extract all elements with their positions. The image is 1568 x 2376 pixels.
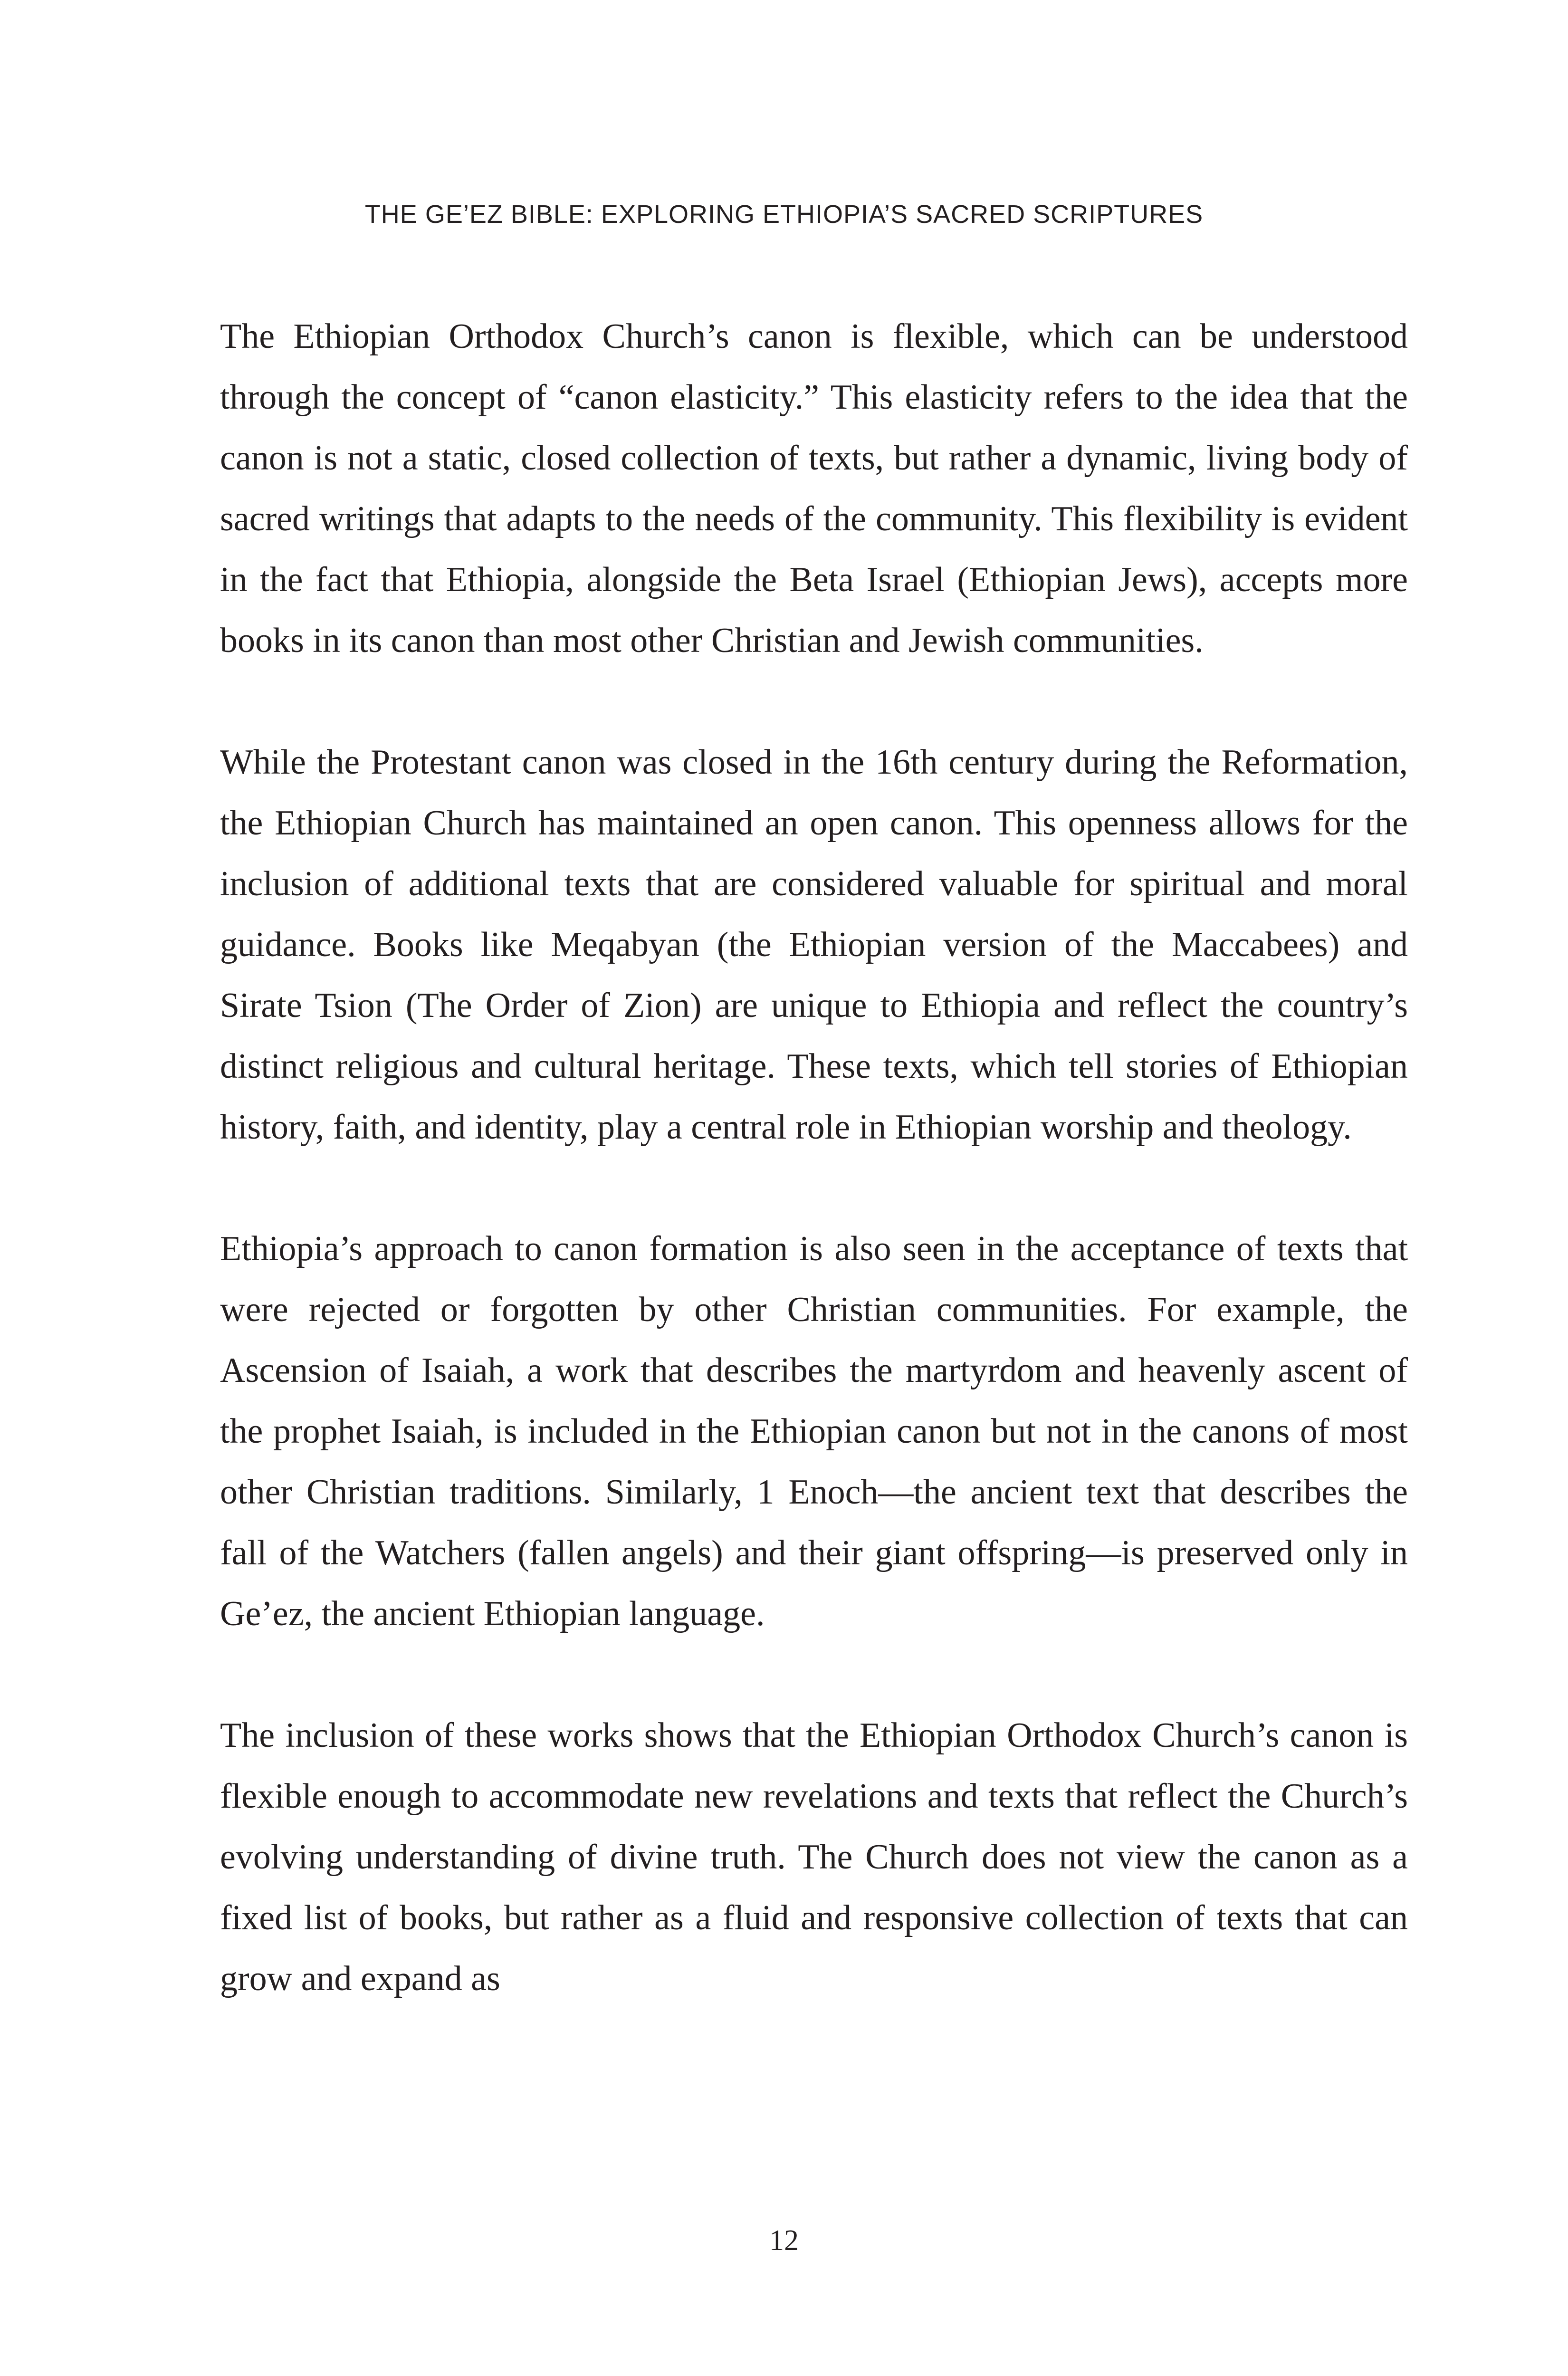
body-text — [220, 306, 1408, 2009]
page-number: 12 — [769, 2224, 799, 2257]
paragraph-open-canon: While the Protestant canon was closed in the 16th century during the Reformation, the Ethiopian Church has maintained an open canon. This openness allows for the inclusion of additional texts that are considered valuable for spiritual and moral guidance. Books like Meqabyan (the Ethiopian version of the Maccabees) and Sirate Tsion (The Order of Zion) are unique to Ethiopia and reflect the country’s distinct religious and cultural heritage. These texts, which tell stories of Ethiopian history, faith, and identity, play a central role in Ethiopian worship and theology. — [220, 743, 1408, 1147]
paragraph-canon-formation: Ethiopia’s approach to canon formation is also seen in the acceptance of texts that were rejected or forgotten by other Christian communities. For example, the Ascension of Isaiah, a work that describes the martyrdom and heavenly ascent of the prophet Isaiah, is included in the Ethiopian canon but not in the canons of most other Christian traditions. Similarly, 1 Enoch—the ancient text that describes the fall of the Watchers (fallen angels) and their giant offspring—is preserved only in Ge’ez, the ancient Ethiopian language. — [220, 1229, 1408, 1633]
paragraph-inclusion-of-works: The inclusion of these works shows that the Ethiopian Orthodox Church’s canon is flexible enough to accommodate new revelations and texts that reflect the Church’s evolving understanding of divine truth. The Church does not view the canon as a fixed list of books, but rather as a fluid and responsive collection of texts that can grow and expand as — [220, 1716, 1408, 1998]
running-header: THE GE’EZ BIBLE: EXPLORING ETHIOPIA’S SACRED SCRIPTURES — [364, 200, 1204, 229]
paragraph-canon-elasticity: The Ethiopian Orthodox Church’s canon is flexible, which can be understood through the concept of “canon elasticity.” This elasticity refers to the idea that the canon is not a static, closed collection of texts, but rather a dynamic, living body of sacred writings that adapts to the needs of the community. This flexibility is evident in the fact that Ethiopia, alongside the Beta Israel (Ethiopian Jews), accepts more books in its canon than most other Christian and Jewish communities. — [220, 317, 1408, 660]
